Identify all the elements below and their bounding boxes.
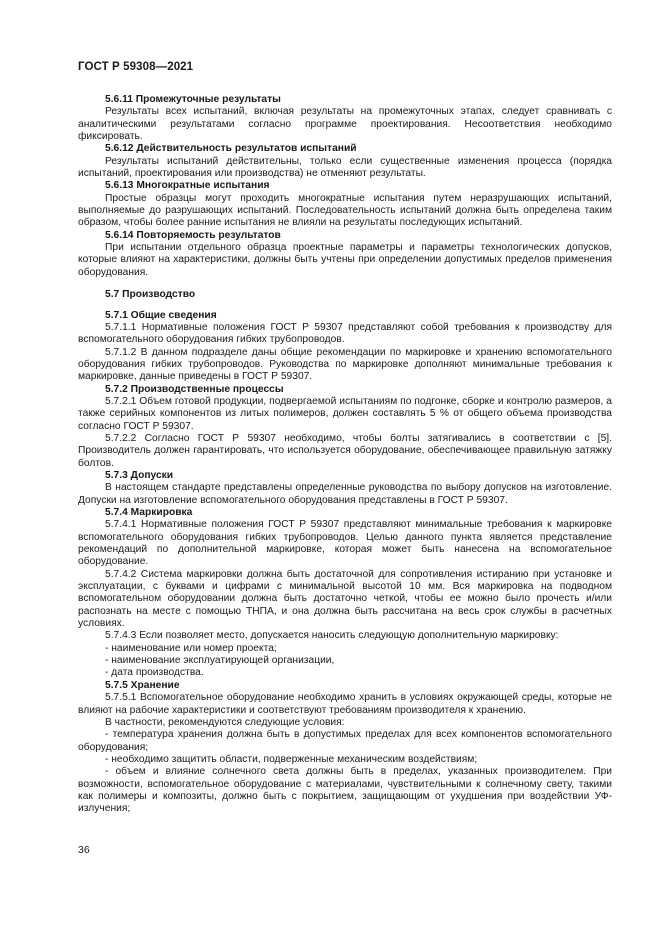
paragraph: Результаты испытаний действительны, только если существенные изменения процесса (порядка испытаний, проектирования или производства) не отменяют результаты. [78,155,612,180]
section-heading-5-7-3: 5.7.3 Допуски [105,469,174,481]
paragraph: 5.7.2.2 Согласно ГОСТ Р 59307 необходимо, чтобы болты затягивались в соответствии с [5]. Производитель должен гарантировать, что используется оборудование, обеспечивающее правильную затяжку болтов. [78,432,612,469]
page-number: 36 [78,844,90,856]
section-heading-5-6-11: 5.6.11 Промежуточные результаты [105,94,281,105]
section-heading-5-6-12: 5.6.12 Действительность результатов испытаний [105,143,357,155]
document-header: ГОСТ Р 59308—2021 [78,61,194,73]
paragraph: 5.7.2.1 Объем готовой продукции, подвергаемой испытаниям по подгонке, сборке и контролю размеров, а также серийных компонентов из литых полимеров, должен составлять 5 % от общего объема производства согласно ГОСТ Р 59307. [78,395,612,432]
paragraph: 5.7.4.1 Нормативные положения ГОСТ Р 59307 представляют минимальные требования к маркировке вспомогательного оборудования гибких трубопроводов. Целью данного пункта является представление рекомендаций по дополнительной маркировке, которая может быть нанесена на вспомогательное оборудование. [78,519,612,568]
section-heading-5-6-14: 5.6.14 Повторяемость результатов [105,229,281,241]
paragraph: В частности, рекомендуются следующие условия: [105,716,345,728]
list-item: - необходимо защитить области, подверженные механическим воздействиям; [105,753,478,765]
paragraph: 5.7.4.3 Если позволяет место, допускается наносить следующую дополнительную маркировку: [105,630,559,642]
paragraph: При испытании отдельного образца проектные параметры и параметры технологических допусков, которые влияют на характеристики, должны быть учтены при определении допустимых пределов применения оборудования. [78,242,612,278]
list-item: - температура хранения должна быть в допустимых пределах для всех компонентов вспомогательного оборудования; [78,729,612,753]
section-heading-5-7-4: 5.7.4 Маркировка [105,507,193,518]
paragraph: Результаты всех испытаний, включая результаты на промежуточных этапах, следует сравнивать с аналитическими результатами согласно программе проектирования. Несоответствия необходимо фиксировать. [78,106,612,143]
section-heading-5-7-1: 5.7.1 Общие сведения [105,309,217,321]
paragraph: 5.7.5.1 Вспомогательное оборудование необходимо хранить в условиях окружающей среды, которые не влияют на рабочие характеристики и соответствуют требованиям производителя к хранению. [78,692,612,716]
paragraph: 5.7.1.1 Нормативные положения ГОСТ Р 59307 представляют собой требования к производству для вспомогательного оборудования гибких трубопроводов. [78,321,612,346]
section-heading-5-7-5: 5.7.5 Хранение [105,679,180,691]
paragraph: В настоящем стандарте представлены определенные руководства по выбору допусков на изготовление. Допуски на изготовление вспомогательного оборудования представлены в ГОСТ Р 59307. [78,482,612,506]
section-heading-5-6-13: 5.6.13 Многократные испытания [105,180,270,192]
section-heading-5-7: 5.7 Производство [105,289,196,301]
paragraph: Простые образцы могут проходить многократные испытания путем неразрушающих испытаний, выполняемые до разрушающих испытаний. Последовательность испытаний должна быть определена таким образом, чтобы более ранние испытания не влияли на результаты последующих испытаний. [78,192,612,229]
paragraph: 5.7.4.2 Система маркировки должна быть достаточной для сопротивления истиранию при установке и эксплуатации, с буквами и цифрами с минимальной высотой 10 мм. Вся маркировка на подводном вспомогательном оборудовании должна быть достаточно четкой, чтобы ее можно было прочесть и/или распознать на месте с помощью ТНПА, и она должна быть рассчитана на весь срок службы в расчетных условиях. [78,568,612,630]
document-body [78,94,612,816]
list-item: - наименование эксплуатирующей организации, [105,655,335,667]
list-item: - объем и влияние солнечного света должны быть в пределах, указанных производителем. При возможности, вспомогательное оборудование с материалами, чувствительными к солнечному свету, такими как полимеры и композиты, должно быть с покрытием, защищающим от ухудшения при воздействии УФ-излучения; [78,766,612,815]
paragraph: 5.7.1.2 В данном подразделе даны общие рекомендации по маркировке и хранению вспомогательного оборудования гибких трубопроводов. Руководства по маркировке дополняют минимальные требования к маркировке, данные приведены в ГОСТ Р 59307. [78,346,612,383]
list-item: - наименование или номер проекта; [105,642,277,654]
section-heading-5-7-2: 5.7.2 Производственные процессы [105,383,284,395]
list-item: - дата производства. [105,667,204,679]
